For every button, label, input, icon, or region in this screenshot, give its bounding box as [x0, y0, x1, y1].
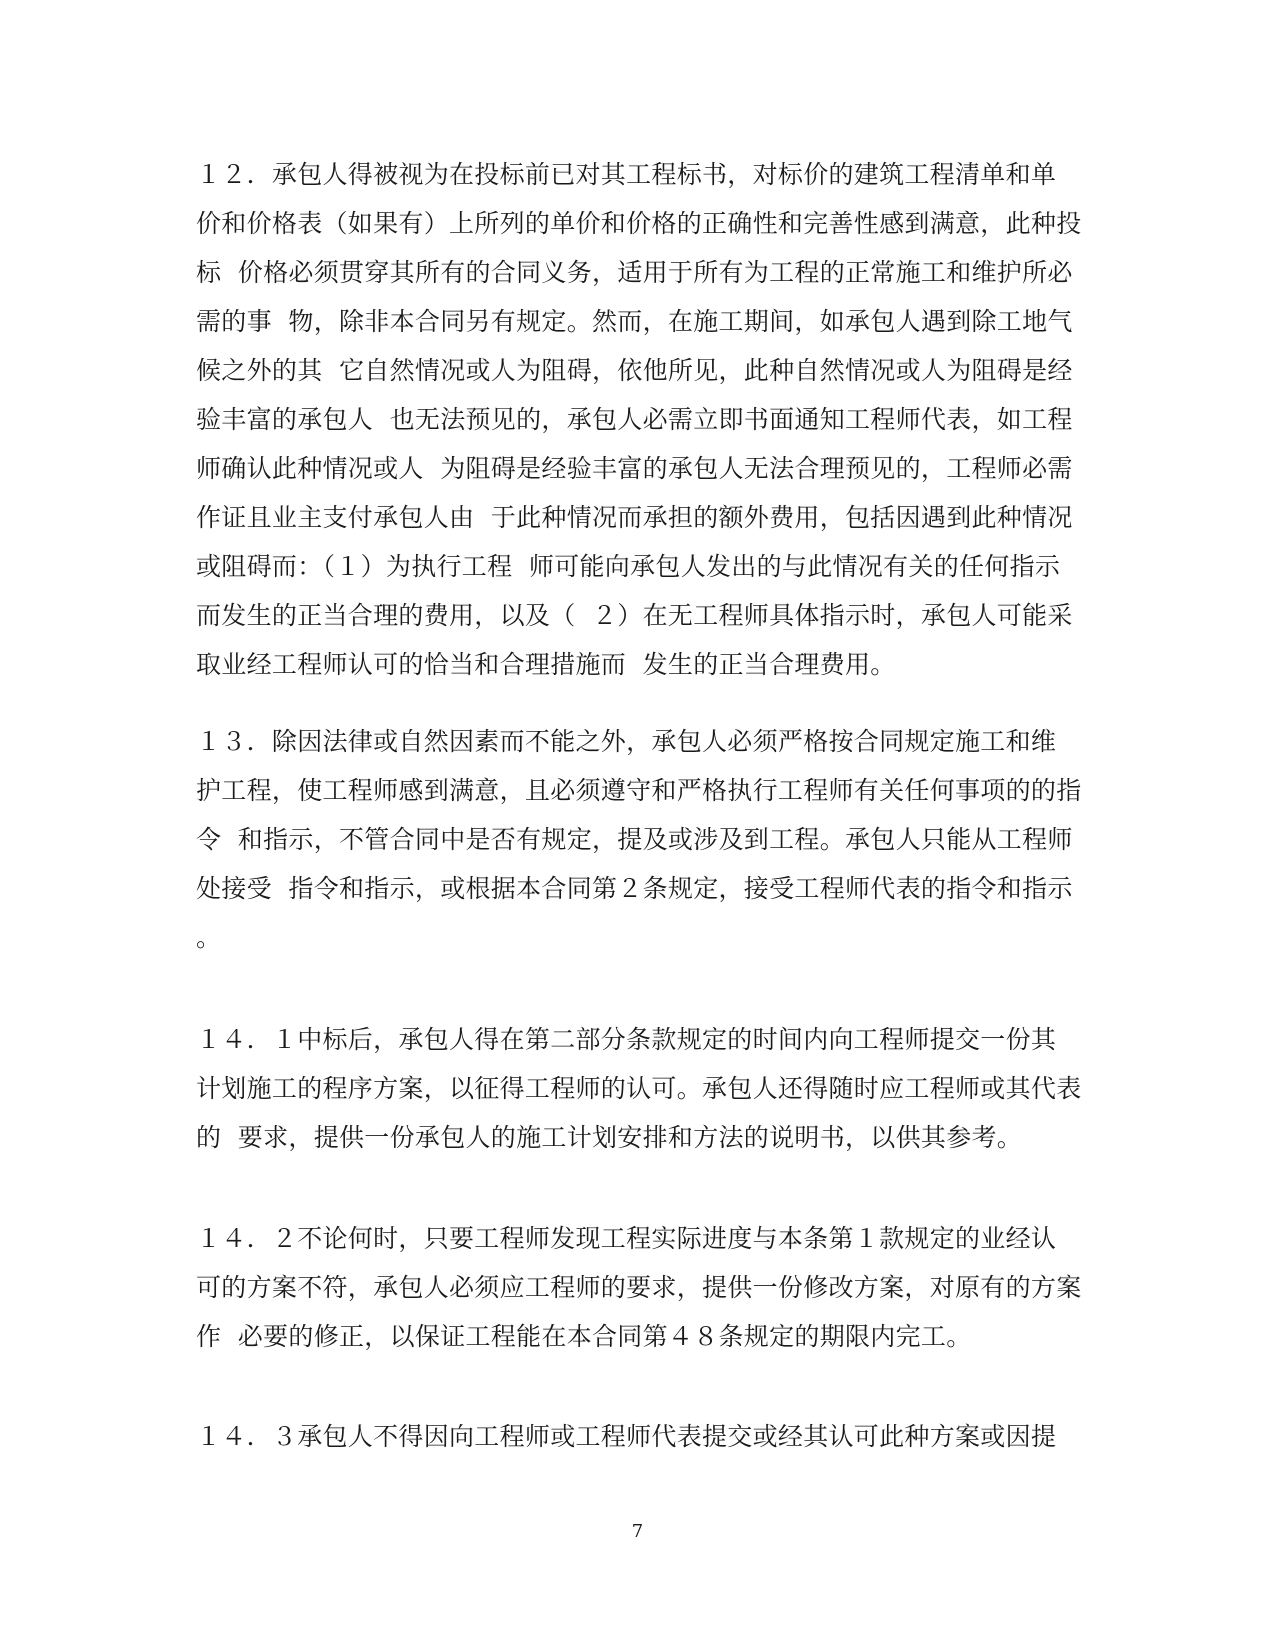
- text-line: 或阻碍而：（１）为执行工程 师可能向承包人发出的与此情况有关的任何指示: [196, 552, 1061, 581]
- text-line: 的 要求，提供一份承包人的施工计划安排和方法的说明书，以供其参考。: [196, 1123, 1023, 1152]
- text-line: 令 和指示，不管合同中是否有规定，提及或涉及到工程。承包人只能从工程师: [196, 825, 1073, 854]
- paragraph-clause-14-1: [196, 1015, 1082, 1162]
- text-line: 。: [196, 923, 222, 952]
- text-line: 标 价格必须贯穿其所有的合同义务，适用于所有为工程的正常施工和维护所必: [196, 258, 1073, 287]
- paragraph-clause-14-3: [196, 1412, 1076, 1461]
- text-line: １４．３承包人不得因向工程师或工程师代表提交或经其认可此种方案或因提: [196, 1422, 1057, 1451]
- paragraph-clause-12: [196, 150, 1082, 689]
- text-line: 计划施工的程序方案，以征得工程师的认可。承包人还得随时应工程师或其代表: [196, 1074, 1082, 1103]
- paragraph-clause-14-2: [196, 1214, 1082, 1361]
- text-line: １４．１中标后，承包人得在第二部分条款规定的时间内向工程师提交一份其: [196, 1025, 1057, 1054]
- text-line: 师确认此种情况或人 为阻碍是经验丰富的承包人无法合理预见的，工程师必需: [196, 454, 1073, 483]
- text-line: 而发生的正当合理的费用，以及（ ２）在无工程师具体指示时，承包人可能采: [196, 601, 1073, 630]
- text-line: 取业经工程师认可的恰当和合理措施而 发生的正当合理费用。: [196, 650, 896, 679]
- text-line: １４．２不论何时，只要工程师发现工程实际进度与本条第１款规定的业经认: [196, 1224, 1057, 1253]
- text-line: 护工程，使工程师感到满意，且必须遵守和严格执行工程师有关任何事项的的指: [196, 776, 1082, 805]
- text-line: １３．除因法律或自然因素而不能之外，承包人必须严格按合同规定施工和维: [196, 727, 1057, 756]
- text-line: 需的事 物，除非本合同另有规定。然而，在施工期间，如承包人遇到除工地气: [196, 307, 1073, 336]
- text-line: 作证且业主支付承包人由 于此种情况而承担的额外费用，包括因遇到此种情况: [196, 503, 1073, 532]
- page-number: 7: [631, 1521, 644, 1542]
- text-line: 处接受 指令和指示，或根据本合同第２条规定，接受工程师代表的指令和指示: [196, 874, 1073, 903]
- text-line: １２．承包人得被视为在投标前已对其工程标书，对标价的建筑工程清单和单: [196, 160, 1057, 189]
- text-line: 可的方案不符，承包人必须应工程师的要求，提供一份修改方案，对原有的方案: [196, 1273, 1082, 1302]
- text-line: 验丰富的承包人 也无法预见的，承包人必需立即书面通知工程师代表，如工程: [196, 405, 1073, 434]
- text-line: 价和价格表（如果有）上所列的单价和价格的正确性和完善性感到满意，此种投: [196, 209, 1082, 238]
- text-line: 候之外的其 它自然情况或人为阻碍，依他所见，此种自然情况或人为阻碍是经: [196, 356, 1073, 385]
- paragraph-clause-13: [196, 717, 1082, 962]
- text-line: 作 必要的修正，以保证工程能在本合同第４８条规定的期限内完工。: [196, 1322, 972, 1351]
